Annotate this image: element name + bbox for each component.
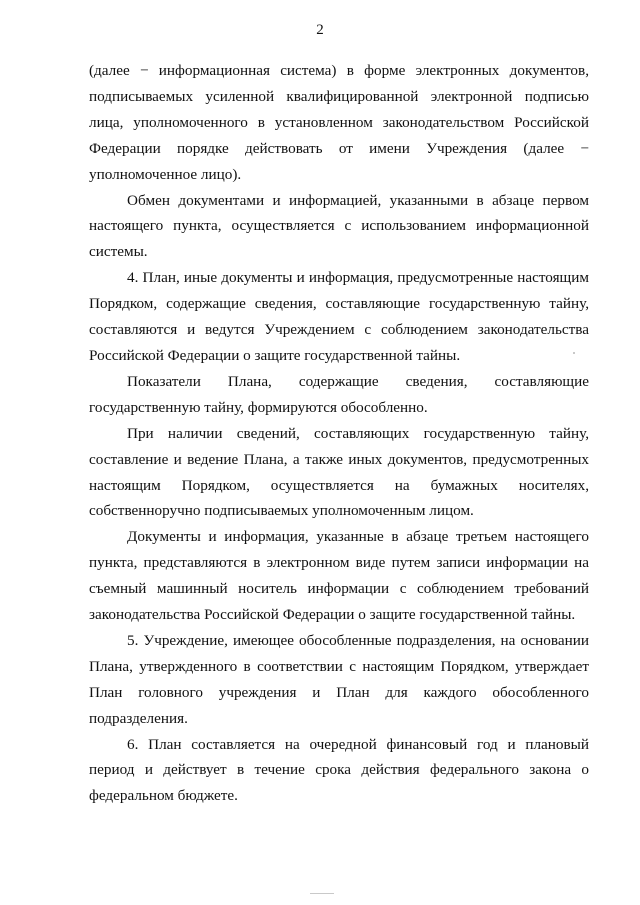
text-line: 5. Учреждение, имеющее обособленные подразделения, на основании: [127, 631, 589, 649]
text-line: и действует в течение срока действия федерального закона о федеральном: [89, 761, 590, 805]
text-line: лица, уполномоченного в установленном законодательством: [89, 113, 505, 131]
text-line: системы.: [89, 243, 148, 261]
text-line: составление и ведение Плана, а также иных документов, предусмотренных: [89, 450, 589, 468]
text-line: Российской Федерации порядке действовать от имени Учреждения: [89, 113, 589, 157]
paragraph: [89, 732, 589, 810]
text-line: подписываемых усиленной квалифицированной электронной подписью: [89, 87, 589, 105]
paragraph: [89, 524, 589, 628]
text-line: Показатели Плана, содержащие сведения, составляющие: [127, 372, 589, 390]
paragraph: [89, 369, 589, 421]
document-body: [89, 58, 589, 809]
paragraph: [89, 628, 589, 732]
page-number: 2: [316, 22, 324, 38]
paragraph: [89, 188, 589, 266]
text-line: 6. План составляется на очередной финансовый год и плановый период: [89, 735, 589, 779]
text-line: 4. План, иные документы и информация, предусмотренные настоящим: [127, 269, 589, 287]
text-line: государственную тайну, формируются обособленно.: [89, 398, 428, 416]
text-line: При наличии сведений, составляющих государственную тайну,: [127, 424, 589, 442]
text-line: бюджете.: [177, 787, 238, 805]
text-line: настоящим Порядком, осуществляется на бумажных носителях,: [89, 476, 589, 494]
text-line: настоящего пункта, осуществляется с использованием информационной: [89, 217, 589, 235]
paragraph: [89, 265, 589, 369]
text-line: (далее − уполномоченное лицо).: [89, 139, 589, 183]
text-line: подразделения.: [89, 709, 188, 727]
text-line: собственноручно подписываемых уполномоченным лицом.: [89, 502, 474, 520]
text-line: на съемный машинный носитель информации с соблюдением требований: [89, 554, 589, 598]
scan-mark: [573, 352, 575, 354]
text-line: Порядком, содержащие сведения, составляющие государственную тайну,: [89, 295, 589, 313]
text-line: План головного учреждения и План для каждого обособленного: [89, 683, 589, 701]
text-line: Документы и информация, указанные в абзаце третьем настоящего: [127, 528, 589, 546]
paragraph: [89, 58, 589, 188]
text-line: Обмен документами и информацией, указанными в абзаце первом: [127, 191, 589, 209]
text-line: Российской Федерации о защите государственной тайны.: [89, 346, 461, 364]
text-line: составляются и ведутся Учреждением с соблюдением законодательства: [89, 321, 589, 339]
text-line: законодательства Российской Федерации о защите государственной тайны.: [89, 606, 576, 624]
scan-mark: [310, 893, 334, 894]
text-line: (далее − информационная система) в форме электронных документов,: [89, 62, 589, 79]
paragraph: [89, 421, 589, 525]
text-line: Плана, утвержденного в соответствии с настоящим Порядком, утверждает: [89, 657, 589, 675]
text-line: пункта, представляются в электронном виде путем записи информации: [89, 554, 568, 572]
